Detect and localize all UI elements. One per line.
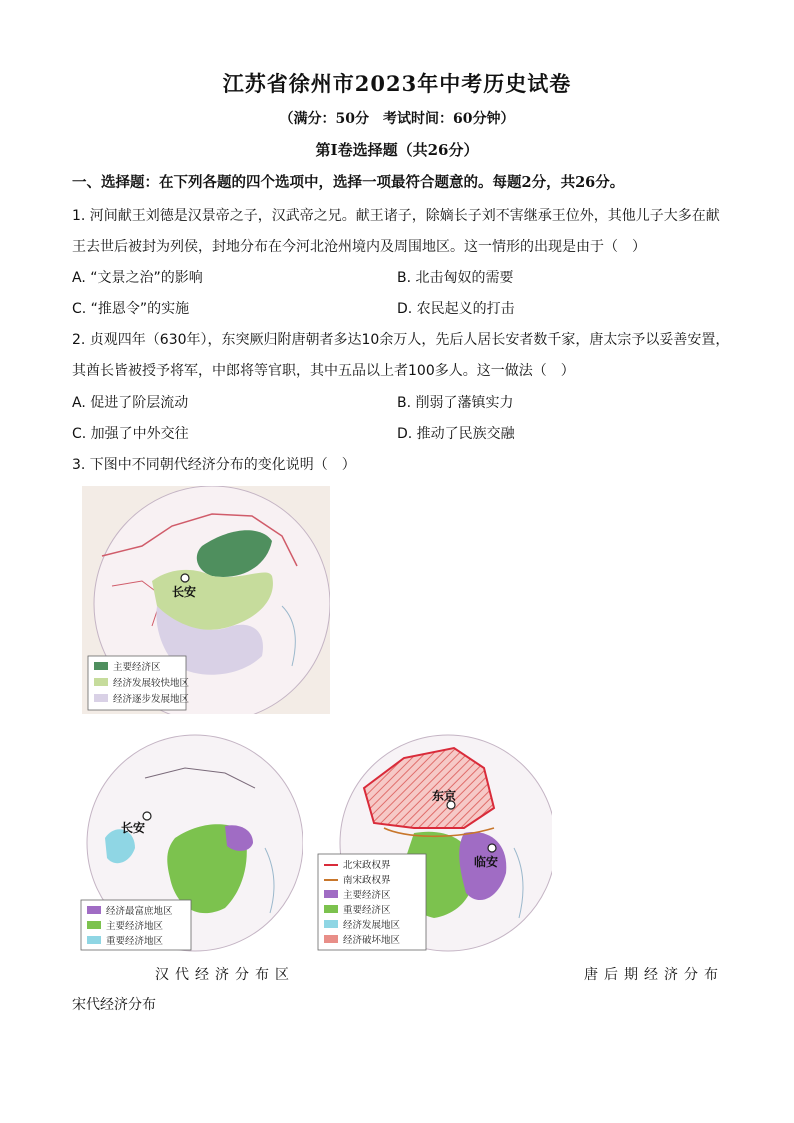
legend-swatch — [87, 921, 101, 929]
q2-stem-line2: 其酋长皆被授予将军，中郎将等官职，其中五品以上者100多人。这一做法（ ） — [72, 363, 575, 379]
q1-option-c: C. “推恩令”的实施 — [72, 301, 190, 317]
q1-option-b: B. 北击匈奴的需要 — [397, 270, 514, 286]
tang-map-caption: 唐后期经济分布 — [584, 967, 724, 983]
q1-option-a: A. “文景之治”的影响 — [72, 270, 203, 286]
q1-option-d: D. 农民起义的打击 — [397, 301, 515, 317]
legend-swatch — [324, 905, 338, 913]
legend-label: 经济发展地区 — [343, 920, 401, 931]
legend-label: 经济破坏地区 — [343, 935, 401, 946]
q2-option-d: D. 推动了民族交融 — [397, 426, 515, 442]
exam-subtitle: （满分：50分 考试时间：60分钟） — [279, 111, 515, 127]
song-map-caption: 宋代经济分布 — [72, 997, 156, 1013]
legend-swatch — [324, 890, 338, 898]
legend-label: 主要经济地区 — [106, 921, 164, 932]
legend-label: 主要经济区 — [343, 890, 391, 901]
q3-stem: 3. 下图中不同朝代经济分布的变化说明（ ） — [72, 457, 356, 473]
legend-label: 主要经济区 — [113, 662, 161, 673]
legend-swatch — [324, 920, 338, 928]
han-map-caption: 汉代经济分布区 — [155, 967, 295, 983]
tang-economy-map — [75, 728, 303, 956]
legend-swatch — [94, 662, 108, 670]
legend-label: 经济逐步发展地区 — [113, 694, 190, 705]
part-instructions: 一、选择题：在下列各题的四个选项中，选择一项最符合题意的。每题2分，共26分。 — [72, 174, 625, 191]
q1-stem-line1: 1. 河间献王刘德是汉景帝之子，汉武帝之兄。献王诸子，除嫡长子刘不害继承王位外，其他儿子大多在献 — [72, 208, 720, 224]
legend-label: 重要经济区 — [343, 905, 391, 916]
legend-swatch — [94, 694, 108, 702]
legend-label: 南宋政权界 — [343, 875, 391, 886]
legend-label: 经济发展较快地区 — [113, 678, 190, 689]
legend-swatch — [94, 678, 108, 686]
song-map-city1-label: 东京 — [432, 789, 457, 803]
song-map-city2-label: 临安 — [474, 855, 499, 869]
legend-swatch — [87, 936, 101, 944]
legend-swatch — [87, 906, 101, 914]
han-map-city-label: 长安 — [172, 585, 197, 599]
q2-option-a: A. 促进了阶层流动 — [72, 395, 189, 411]
exam-title: 江苏省徐州市2023年中考历史试卷 — [222, 71, 572, 96]
q2-option-b: B. 削弱了藩镇实力 — [397, 395, 514, 411]
q2-stem-line1: 2. 贞观四年（630年），东突厥归附唐朝者多达10余万人，先后人居长安者数千家，唐太宗予以妥善安置， — [72, 332, 730, 348]
q2-option-c: C. 加强了中外交往 — [72, 426, 189, 442]
han-economy-map — [82, 486, 330, 714]
legend-label: 北宋政权界 — [343, 860, 391, 871]
tang-map-city-label: 长安 — [121, 821, 146, 835]
section-title: 第Ⅰ卷选择题（共26分） — [315, 141, 479, 159]
q1-stem-line2: 王去世后被封为列侯，封地分布在今河北沧州境内及周围地区。这一情形的出现是由于（ ） — [72, 239, 646, 255]
legend-label: 经济最富庶地区 — [106, 906, 173, 917]
song-economy-map — [314, 728, 552, 956]
legend-swatch — [324, 935, 338, 943]
legend-label: 重要经济地区 — [106, 936, 164, 947]
